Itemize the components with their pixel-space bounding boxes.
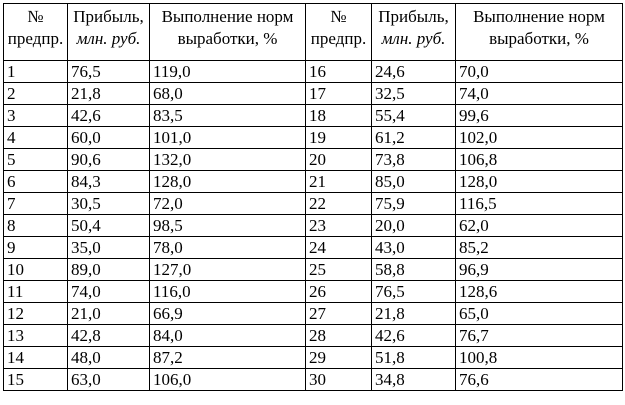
- cell-profit: 43,0: [372, 237, 456, 259]
- header-line1: Выполнение норм: [473, 7, 605, 26]
- header-norm-fulfillment: [150, 4, 306, 61]
- cell-profit: 85,0: [372, 171, 456, 193]
- header-line2: предпр.: [310, 29, 367, 48]
- cell-norm-fulfillment: 76,6: [456, 369, 623, 391]
- cell-profit: 20,0: [372, 215, 456, 237]
- cell-norm-fulfillment: 78,0: [150, 237, 306, 259]
- cell-profit: 32,5: [372, 83, 456, 105]
- header-line1: Выполнение норм: [161, 7, 294, 26]
- cell-profit: 61,2: [372, 127, 456, 149]
- cell-enterprise-number: 10: [4, 259, 68, 281]
- table-row: [4, 83, 623, 105]
- cell-norm-fulfillment: 127,0: [150, 259, 306, 281]
- table-row: [4, 193, 623, 215]
- table-row: [4, 61, 623, 83]
- cell-enterprise-number: 12: [4, 303, 68, 325]
- header-line2: предпр.: [7, 29, 64, 48]
- cell-norm-fulfillment: 106,8: [456, 149, 623, 171]
- cell-enterprise-number: 8: [4, 215, 68, 237]
- header-line2: выработки, %: [177, 29, 278, 48]
- cell-enterprise-number: 29: [306, 347, 372, 369]
- cell-enterprise-number: 18: [306, 105, 372, 127]
- cell-norm-fulfillment: 87,2: [150, 347, 306, 369]
- cell-profit: 21,0: [68, 303, 150, 325]
- cell-profit: 58,8: [372, 259, 456, 281]
- cell-norm-fulfillment: 72,0: [150, 193, 306, 215]
- cell-enterprise-number: 16: [306, 61, 372, 83]
- cell-norm-fulfillment: 85,2: [456, 237, 623, 259]
- table-row: [4, 347, 623, 369]
- cell-enterprise-number: 22: [306, 193, 372, 215]
- cell-profit: 42,6: [372, 325, 456, 347]
- cell-enterprise-number: 20: [306, 149, 372, 171]
- cell-profit: 35,0: [68, 237, 150, 259]
- table-row: [4, 105, 623, 127]
- cell-enterprise-number: 6: [4, 171, 68, 193]
- cell-norm-fulfillment: 83,5: [150, 105, 306, 127]
- cell-profit: 42,6: [68, 105, 150, 127]
- cell-norm-fulfillment: 128,0: [150, 171, 306, 193]
- cell-norm-fulfillment: 128,0: [456, 171, 623, 193]
- header-line1: №: [330, 7, 347, 26]
- cell-profit: 50,4: [68, 215, 150, 237]
- cell-profit: 90,6: [68, 149, 150, 171]
- cell-norm-fulfillment: 99,6: [456, 105, 623, 127]
- cell-enterprise-number: 28: [306, 325, 372, 347]
- cell-enterprise-number: 9: [4, 237, 68, 259]
- cell-profit: 76,5: [68, 61, 150, 83]
- header-line1: Прибыль,: [73, 7, 144, 26]
- cell-enterprise-number: 13: [4, 325, 68, 347]
- header-profit: [68, 4, 150, 61]
- cell-enterprise-number: 3: [4, 105, 68, 127]
- cell-norm-fulfillment: 70,0: [456, 61, 623, 83]
- cell-enterprise-number: 7: [4, 193, 68, 215]
- cell-enterprise-number: 26: [306, 281, 372, 303]
- cell-norm-fulfillment: 68,0: [150, 83, 306, 105]
- table-row: [4, 325, 623, 347]
- cell-profit: 73,8: [372, 149, 456, 171]
- cell-norm-fulfillment: 66,9: [150, 303, 306, 325]
- cell-norm-fulfillment: 116,5: [456, 193, 623, 215]
- cell-norm-fulfillment: 100,8: [456, 347, 623, 369]
- cell-profit: 51,8: [372, 347, 456, 369]
- header-line2: выработки, %: [489, 29, 589, 48]
- header-profit: [372, 4, 456, 61]
- cell-profit: 74,0: [68, 281, 150, 303]
- cell-enterprise-number: 19: [306, 127, 372, 149]
- cell-profit: 42,8: [68, 325, 150, 347]
- cell-norm-fulfillment: 106,0: [150, 369, 306, 391]
- table-row: [4, 281, 623, 303]
- cell-enterprise-number: 30: [306, 369, 372, 391]
- cell-norm-fulfillment: 98,5: [150, 215, 306, 237]
- cell-enterprise-number: 14: [4, 347, 68, 369]
- table-row: [4, 149, 623, 171]
- cell-profit: 63,0: [68, 369, 150, 391]
- header-norm-fulfillment: [456, 4, 623, 61]
- enterprise-data-table: [3, 3, 623, 391]
- cell-norm-fulfillment: 102,0: [456, 127, 623, 149]
- cell-profit: 34,8: [372, 369, 456, 391]
- cell-norm-fulfillment: 62,0: [456, 215, 623, 237]
- cell-profit: 60,0: [68, 127, 150, 149]
- header-line2: млн. руб.: [76, 29, 141, 48]
- header-row: [4, 4, 623, 61]
- cell-enterprise-number: 1: [4, 61, 68, 83]
- table-row: [4, 171, 623, 193]
- cell-profit: 21,8: [68, 83, 150, 105]
- cell-enterprise-number: 27: [306, 303, 372, 325]
- header-enterprise-number: [306, 4, 372, 61]
- cell-norm-fulfillment: 76,7: [456, 325, 623, 347]
- cell-enterprise-number: 15: [4, 369, 68, 391]
- cell-norm-fulfillment: 128,6: [456, 281, 623, 303]
- table-row: [4, 215, 623, 237]
- cell-enterprise-number: 11: [4, 281, 68, 303]
- cell-enterprise-number: 23: [306, 215, 372, 237]
- cell-enterprise-number: 2: [4, 83, 68, 105]
- cell-profit: 76,5: [372, 281, 456, 303]
- cell-enterprise-number: 17: [306, 83, 372, 105]
- cell-norm-fulfillment: 101,0: [150, 127, 306, 149]
- cell-profit: 48,0: [68, 347, 150, 369]
- cell-profit: 89,0: [68, 259, 150, 281]
- cell-enterprise-number: 24: [306, 237, 372, 259]
- table-body: [4, 61, 623, 391]
- header-line1: Прибыль,: [378, 7, 449, 26]
- header-line2: млн. руб.: [381, 29, 446, 48]
- cell-profit: 24,6: [372, 61, 456, 83]
- cell-profit: 30,5: [68, 193, 150, 215]
- header-enterprise-number: [4, 4, 68, 61]
- cell-norm-fulfillment: 119,0: [150, 61, 306, 83]
- header-line1: №: [27, 7, 44, 26]
- cell-norm-fulfillment: 96,9: [456, 259, 623, 281]
- table-row: [4, 303, 623, 325]
- table-row: [4, 127, 623, 149]
- cell-norm-fulfillment: 65,0: [456, 303, 623, 325]
- table-row: [4, 237, 623, 259]
- cell-enterprise-number: 21: [306, 171, 372, 193]
- table-row: [4, 369, 623, 391]
- cell-norm-fulfillment: 84,0: [150, 325, 306, 347]
- cell-enterprise-number: 25: [306, 259, 372, 281]
- cell-enterprise-number: 5: [4, 149, 68, 171]
- cell-norm-fulfillment: 116,0: [150, 281, 306, 303]
- cell-norm-fulfillment: 132,0: [150, 149, 306, 171]
- table-row: [4, 259, 623, 281]
- cell-enterprise-number: 4: [4, 127, 68, 149]
- cell-profit: 84,3: [68, 171, 150, 193]
- cell-profit: 21,8: [372, 303, 456, 325]
- cell-profit: 55,4: [372, 105, 456, 127]
- cell-norm-fulfillment: 74,0: [456, 83, 623, 105]
- cell-profit: 75,9: [372, 193, 456, 215]
